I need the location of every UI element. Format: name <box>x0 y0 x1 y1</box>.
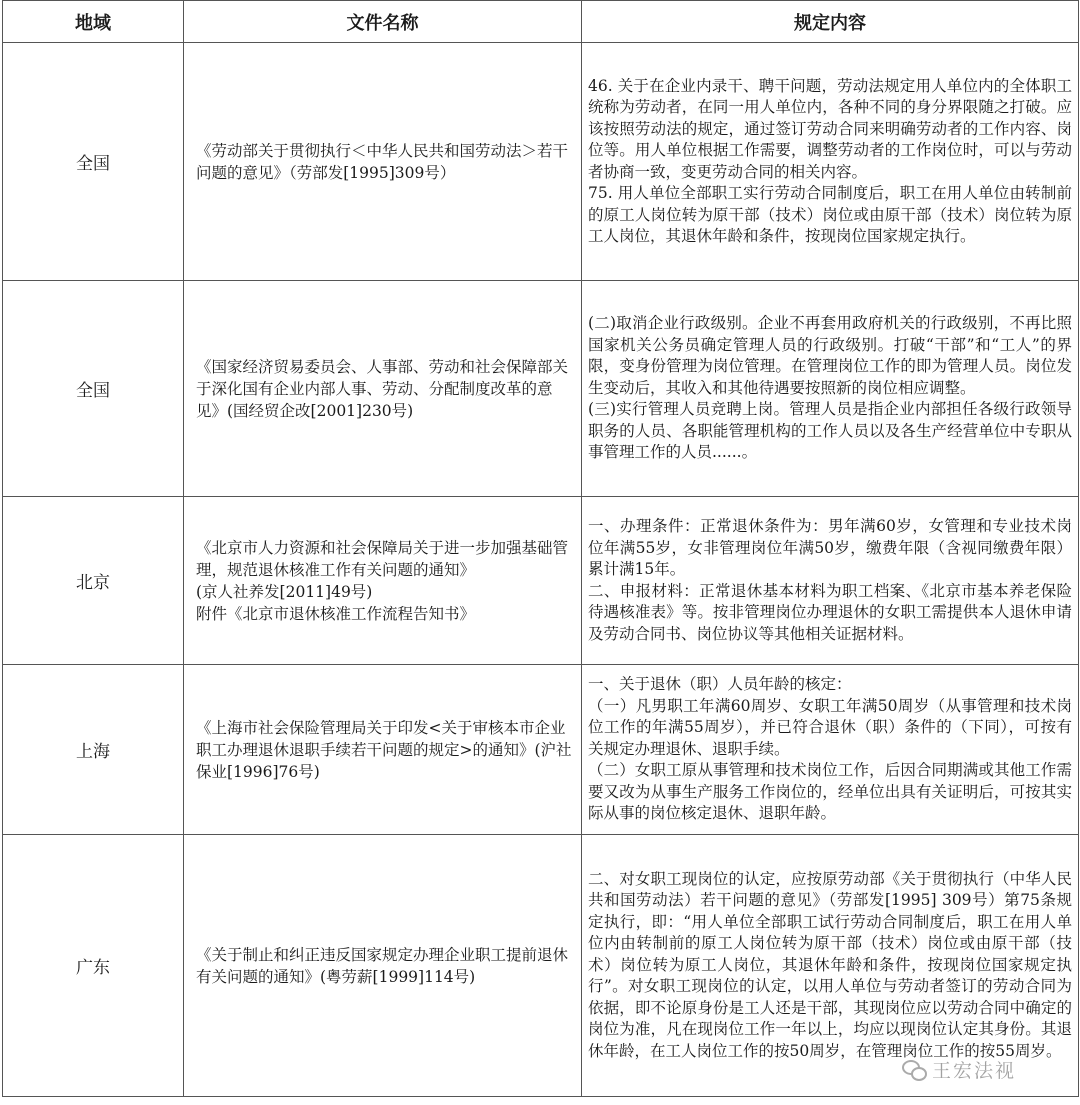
provision-paragraph: 75. 用人单位全部职工实行劳动合同制度后，职工在用人单位由转制前的原工人岗位转为原干部（技术）岗位或由原干部（技术）岗位转为原工人岗位，其退休年龄和条件，按现岗位国家规定执行。 <box>588 184 1072 245</box>
header-region: 地域 <box>3 1 184 43</box>
document-name-cell <box>184 43 582 281</box>
provision-content-cell <box>582 43 1079 281</box>
document-name: 《国家经济贸易委员会、人事部、劳动和社会保障部关于深化国有企业内部人事、劳动、分配制度改革的意见》(国经贸企改[2001]230号) <box>196 357 569 420</box>
document-name-cell <box>184 835 582 1097</box>
region-cell: 全国 <box>3 43 184 281</box>
document-attachment: 附件《北京市退休核准工作流程告知书》 <box>196 604 476 623</box>
watermark <box>902 1056 1016 1083</box>
provision-paragraph: 二、申报材料：正常退休基本材料为职工档案、《北京市基本养老保险待遇核准表》等。按非管理岗位办理退休的女职工需提供本人退休申请及劳动合同书、岗位协议等其他相关证据材料。 <box>588 581 1072 643</box>
region-cell: 广东 <box>3 835 184 1097</box>
wechat-icon <box>902 1060 926 1080</box>
region-cell: 上海 <box>3 665 184 835</box>
document-name: 《劳动部关于贯彻执行＜中华人民共和国劳动法＞若干问题的意见》（劳部发[1995]309号） <box>196 141 569 182</box>
table-row <box>3 665 1079 835</box>
provision-paragraph: (三)实行管理人员竞聘上岗。管理人员是指企业内部担任各级行政领导职务的人员、各职能管理机构的工作人员以及各生产经营单位中专职从事管理工作的人员......。 <box>588 400 1072 462</box>
header-provision-content: 规定内容 <box>582 1 1079 43</box>
provision-paragraph: 46. 关于在企业内录干、聘干问题，劳动法规定用人单位内的全体职工统称为劳动者，在同一用人单位内，各种不同的身分界限随之打破。应该按照劳动法的规定，通过签订劳动合同来明确劳动者的工作内容、岗位等。用人单位根据工作需要，调整劳动者的工作岗位时，可以与劳动者协商一致，变更劳动合同的相关内容。 <box>588 76 1072 181</box>
document-name: 《北京市人力资源和社会保障局关于进一步加强基础管理，规范退休核准工作有关问题的通知》 <box>196 538 569 579</box>
table-row <box>3 43 1079 281</box>
header-row <box>3 1 1079 43</box>
header-document-name: 文件名称 <box>184 1 582 43</box>
document-number: (京人社养发[2011]49号) <box>196 582 373 601</box>
document-name-cell <box>184 497 582 665</box>
provision-paragraph: 一、关于退休（职）人员年龄的核定： <box>588 675 852 694</box>
region-cell: 全国 <box>3 281 184 497</box>
watermark-text: 王宏法视 <box>932 1060 1017 1082</box>
provision-content-cell <box>582 665 1079 835</box>
provision-content-cell <box>582 497 1079 665</box>
document-name-cell <box>184 281 582 497</box>
regulation-table <box>2 0 1079 1097</box>
provision-paragraph: （二）女职工原从事管理和技术岗位工作，后因合同期满或其他工作需要又改为从事生产服务工作岗位的，经单位出具有关证明后，可按其实际从事的岗位核定退休、退职年龄。 <box>588 761 1072 823</box>
table-row <box>3 281 1079 497</box>
document-name: 《上海市社会保险管理局关于印发<关于审核本市企业职工办理退休退职手续若干问题的规定>的通知》(沪社保业[1996]76号) <box>196 718 572 781</box>
document-name: 《关于制止和纠正违反国家规定办理企业职工提前退休有关问题的通知》(粤劳薪[1999]114号) <box>196 945 569 986</box>
provision-paragraph: 一、办理条件：正常退休条件为：男年满60岁，女管理和专业技术岗位年满55岁，女非管理岗位年满50岁，缴费年限（含视同缴费年限）累计满15年。 <box>588 517 1072 578</box>
region-cell: 北京 <box>3 497 184 665</box>
provision-paragraph: （一）凡男职工年满60周岁、女职工年满50周岁（从事管理和技术岗位工作的年满55周岁），并已符合退休（职）条件的（下同），可按有关规定办理退休、退职手续。 <box>588 696 1072 758</box>
provision-paragraph: 二、对女职工现岗位的认定，应按原劳动部《关于贯彻执行（中华人民共和国劳动法）若干问题的意见》（劳部发[1995] 309号）第75条规定执行，即：“用人单位全部职工试行劳动合同制度后，职工在用人单位内由转制前的原工人岗位转为原干部（技术）岗位或由原干部（技术）岗位转为原工人岗位，其退休年龄和条件，按现岗位国家规定执行”。对女职工现岗位的认定，以用人单位与劳动者签订的劳动合同为依据，即不论原身份是工人还是干部，其现岗位应以劳动合同中确定的岗位为准，凡在现岗位工作一年以上，均应以现岗位认定其身份。其退休年龄，在工人岗位工作的按50周岁，在管理岗位工作的按55周岁。 <box>588 869 1072 1060</box>
provision-paragraph: (二)取消企业行政级别。企业不再套用政府机关的行政级别，不再比照国家机关公务员确定管理人员的行政级别。打破“干部”和“工人”的界限，变身份管理为岗位管理。在管理岗位工作的即为管理人员。岗位发生变动后，其收入和其他待遇要按照新的岗位相应调整。 <box>588 314 1072 397</box>
table-row <box>3 497 1079 665</box>
document-name-cell <box>184 665 582 835</box>
provision-content-cell <box>582 281 1079 497</box>
